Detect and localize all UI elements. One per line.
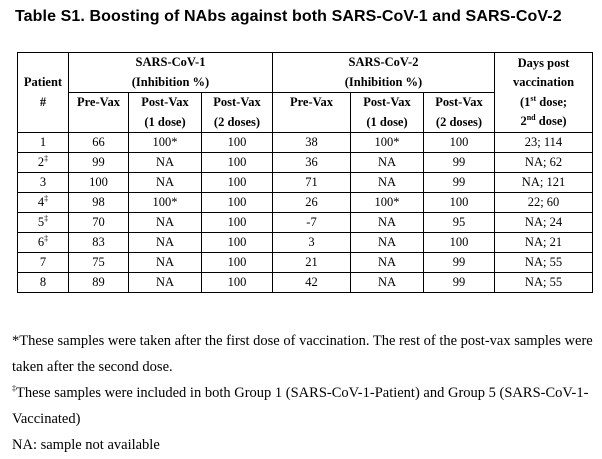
cell-cov2-postvax-1dose: NA (351, 233, 424, 253)
cell-cov2-postvax-2doses: 100 (424, 133, 495, 153)
header-cov1-postvax-1dose (129, 93, 202, 133)
cell-cov2-postvax-1dose: NA (351, 273, 424, 293)
cell-cov2-prevax: 38 (273, 133, 351, 153)
cell-cov1-postvax-2doses: 100 (202, 153, 273, 173)
header-cov2-prevax-label: Pre-Vax (289, 95, 334, 109)
header-sars-cov-1 (69, 53, 273, 93)
cell-cov1-prevax: 99 (69, 153, 129, 173)
header-cov1-dose2-label: (2 doses) (213, 114, 261, 129)
cell-cov1-postvax-2doses: 100 (202, 273, 273, 293)
cell-cov2-postvax-1dose: 100* (351, 133, 424, 153)
header-cov1-postvax1-label: Post-Vax (141, 95, 189, 109)
cell-cov1-prevax: 75 (69, 253, 129, 273)
cell-cov2-postvax-2doses: 100 (424, 233, 495, 253)
header-cov1-line2: (Inhibition %) (131, 74, 210, 89)
cell-days: NA; 21 (495, 233, 593, 253)
table-title: Table S1. Boosting of NAbs against both SARS-CoV-1 and SARS-CoV-2 (15, 8, 562, 25)
header-days-line3-sup: st (530, 93, 537, 103)
header-cov2-postvax1-label: Post-Vax (363, 95, 411, 109)
header-sars-cov-2 (273, 53, 495, 93)
header-cov1-dose1-label: (1 dose) (144, 114, 186, 129)
header-patient-line1: Patient (23, 75, 63, 89)
cell-cov2-prevax: 71 (273, 173, 351, 193)
cell-cov2-postvax-2doses: 100 (424, 193, 495, 213)
data-table (17, 52, 593, 293)
table-row (18, 153, 593, 173)
table-row (18, 173, 593, 193)
header-cov1-prevax-label: Pre-Vax (76, 95, 121, 109)
header-days-line3-pre: (1 (519, 94, 531, 109)
header-days-post-vaccination (495, 53, 593, 133)
cell-cov1-prevax: 83 (69, 233, 129, 253)
header-patient-line2: # (39, 94, 47, 109)
header-cov1-line1: SARS-CoV-1 (135, 55, 206, 69)
header-cov2-line2: (Inhibition %) (344, 74, 423, 89)
cell-cov1-postvax-1dose: 100* (129, 133, 202, 153)
cell-cov2-postvax-1dose: NA (351, 153, 424, 173)
cell-cov1-postvax-1dose: NA (129, 253, 202, 273)
header-cov1-postvax2-label: Post-Vax (213, 95, 261, 109)
cell-cov1-postvax-1dose: NA (129, 213, 202, 233)
cell-patient: 2‡ (18, 153, 69, 173)
cell-patient: 1 (18, 133, 69, 153)
header-cov2-dose1-label: (1 dose) (366, 114, 408, 129)
header-days-line2: vaccination (512, 75, 575, 89)
cell-days: 23; 114 (495, 133, 593, 153)
cell-cov1-prevax: 66 (69, 133, 129, 153)
cell-cov2-postvax-2doses: 99 (424, 253, 495, 273)
cell-cov1-prevax: 89 (69, 273, 129, 293)
footnote-asterisk: *These samples were taken after the first dose of vaccination. The rest of the post-vax samples were taken after the second dose. (12, 333, 593, 375)
cell-patient: 4‡ (18, 193, 69, 213)
cell-cov2-prevax: 36 (273, 153, 351, 173)
table-row (18, 253, 593, 273)
cell-cov1-postvax-1dose: NA (129, 233, 202, 253)
cell-cov2-prevax: -7 (273, 213, 351, 233)
cell-cov2-postvax-1dose: NA (351, 253, 424, 273)
header-days-line3-post: dose; (536, 94, 568, 109)
cell-cov2-postvax-1dose: NA (351, 213, 424, 233)
cell-cov1-postvax-2doses: 100 (202, 213, 273, 233)
header-cov1-postvax-2doses (202, 93, 273, 133)
cell-cov1-prevax: 100 (69, 173, 129, 193)
cell-cov1-postvax-2doses: 100 (202, 253, 273, 273)
cell-cov2-postvax-2doses: 99 (424, 153, 495, 173)
cell-cov1-postvax-1dose: NA (129, 153, 202, 173)
header-cov2-postvax-2doses (424, 93, 495, 133)
cell-days: NA; 24 (495, 213, 593, 233)
cell-days: NA; 62 (495, 153, 593, 173)
cell-cov2-prevax: 42 (273, 273, 351, 293)
cell-cov1-postvax-1dose: NA (129, 173, 202, 193)
footnotes (12, 328, 597, 458)
header-cov2-postvax2-label: Post-Vax (435, 95, 483, 109)
cell-patient: 8 (18, 273, 69, 293)
cell-cov1-prevax: 70 (69, 213, 129, 233)
cell-cov2-postvax-1dose: NA (351, 173, 424, 193)
table-row (18, 133, 593, 153)
header-cov2-line1: SARS-CoV-2 (348, 55, 419, 69)
header-days-line4 (495, 112, 592, 132)
footnote-na: NA: sample not available (12, 437, 160, 453)
header-patient (18, 53, 69, 133)
cell-cov2-postvax-2doses: 95 (424, 213, 495, 233)
table-row (18, 193, 593, 213)
cell-cov2-prevax: 21 (273, 253, 351, 273)
cell-cov1-postvax-2doses: 100 (202, 233, 273, 253)
footnote-double-dagger (12, 380, 597, 432)
header-cov1-prevax (69, 93, 129, 133)
header-days-line4-sup: nd (526, 112, 536, 122)
cell-cov1-postvax-2doses: 100 (202, 133, 273, 153)
header-cov2-dose2-label: (2 doses) (435, 114, 483, 129)
header-row-groups (18, 53, 593, 93)
cell-days: NA; 121 (495, 173, 593, 193)
cell-cov2-postvax-1dose: 100* (351, 193, 424, 213)
cell-cov1-postvax-1dose: 100* (129, 193, 202, 213)
cell-days: 22; 60 (495, 193, 593, 213)
footnote-dagger-text: These samples were included in both Group 1 (SARS-CoV-1-Patient) and Group 5 (SARS-CoV-1-Vaccinated) (12, 385, 589, 427)
header-days-line1: Days post (517, 55, 570, 70)
table-row (18, 273, 593, 293)
cell-cov2-postvax-2doses: 99 (424, 273, 495, 293)
cell-cov1-prevax: 98 (69, 193, 129, 213)
cell-cov2-prevax: 3 (273, 233, 351, 253)
cell-cov1-postvax-2doses: 100 (202, 193, 273, 213)
cell-cov1-postvax-2doses: 100 (202, 173, 273, 193)
header-cov2-postvax-1dose (351, 93, 424, 133)
header-days-line4-post: dose) (535, 114, 567, 128)
cell-days: NA; 55 (495, 273, 593, 293)
header-days-line4-pre: 2 (520, 114, 527, 128)
table-row (18, 233, 593, 253)
cell-patient: 5‡ (18, 213, 69, 233)
cell-cov2-prevax: 26 (273, 193, 351, 213)
header-days-line3 (495, 93, 592, 113)
cell-patient: 3 (18, 173, 69, 193)
cell-cov1-postvax-1dose: NA (129, 273, 202, 293)
cell-days: NA; 55 (495, 253, 593, 273)
header-cov2-prevax (273, 93, 351, 133)
footnote-dagger-mark: ‡ (12, 384, 16, 394)
cell-cov2-postvax-2doses: 99 (424, 173, 495, 193)
cell-patient: 7 (18, 253, 69, 273)
cell-patient: 6‡ (18, 233, 69, 253)
table-row (18, 213, 593, 233)
